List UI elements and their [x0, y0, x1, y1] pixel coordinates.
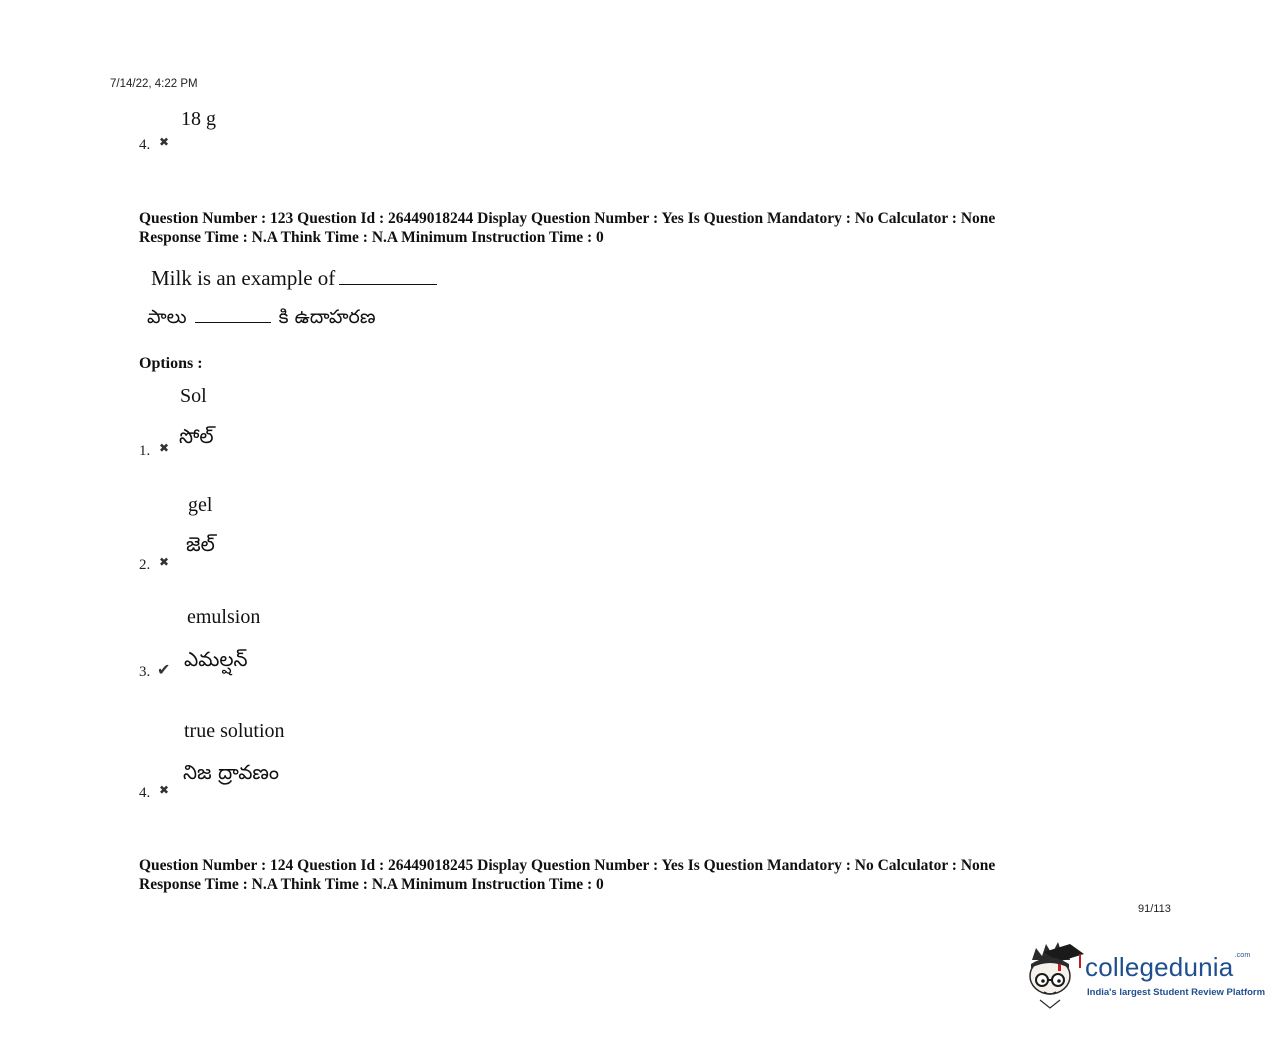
- collegedunia-logo-icon: [1022, 938, 1086, 1010]
- option-4-number: 4.: [139, 785, 151, 801]
- option-3-english: emulsion: [187, 606, 261, 628]
- prev-option-number: 4.: [139, 137, 151, 153]
- page-number: 91/113: [1138, 903, 1171, 915]
- question-meta-line2: Response Time : N.A Think Time : N.A Minimum Instruction Time : 0: [139, 229, 604, 246]
- option-4-english: true solution: [184, 720, 285, 742]
- print-timestamp: 7/14/22, 4:22 PM: [110, 78, 198, 90]
- cross-icon: ✖: [159, 441, 170, 455]
- brand-text: collegedunia: [1085, 952, 1234, 982]
- option-1-telugu: సోల్: [179, 424, 214, 448]
- option-2-english: gel: [188, 494, 213, 516]
- option-1-number: 1.: [139, 443, 151, 459]
- brand-suffix: .com: [1234, 952, 1251, 959]
- cross-icon: ✖: [159, 555, 170, 569]
- cross-icon: ✖: [159, 783, 170, 797]
- checkmark-icon: ✔: [157, 662, 171, 679]
- prev-option-text: 18 g: [181, 108, 216, 130]
- question-text-telugu: [147, 306, 376, 333]
- option-2-number: 2.: [139, 557, 151, 573]
- answer-blank: [339, 266, 437, 285]
- option-4-telugu: నిజ ద్రావణం: [183, 760, 280, 784]
- question-meta-line1: Question Number : 124 Question Id : 26449018245 Display Question Number : Yes Is Question Mandatory : No Calculator : None: [139, 857, 996, 874]
- question-text-english: [151, 266, 437, 291]
- question-text-te-after: కి ఉదాహరణ: [278, 306, 376, 328]
- brand-tagline: India's largest Student Review Platform: [1087, 987, 1266, 998]
- option-1-english: Sol: [180, 385, 207, 407]
- option-3-telugu: ఎమల్షన్: [184, 647, 248, 671]
- question-text-te-before: పాలు: [147, 306, 187, 328]
- question-text-en: Milk is an example of: [151, 266, 336, 290]
- option-2-telugu: జెల్: [186, 532, 215, 556]
- cross-icon: ✖: [159, 135, 170, 149]
- brand-name: [1085, 952, 1250, 983]
- question-meta-line2: Response Time : N.A Think Time : N.A Minimum Instruction Time : 0: [139, 876, 604, 893]
- options-label: Options :: [139, 355, 203, 372]
- answer-blank-telugu: [195, 308, 271, 323]
- question-meta-line1: Question Number : 123 Question Id : 26449018244 Display Question Number : Yes Is Question Mandatory : No Calculator : None: [139, 210, 996, 227]
- option-3-number: 3.: [139, 664, 151, 680]
